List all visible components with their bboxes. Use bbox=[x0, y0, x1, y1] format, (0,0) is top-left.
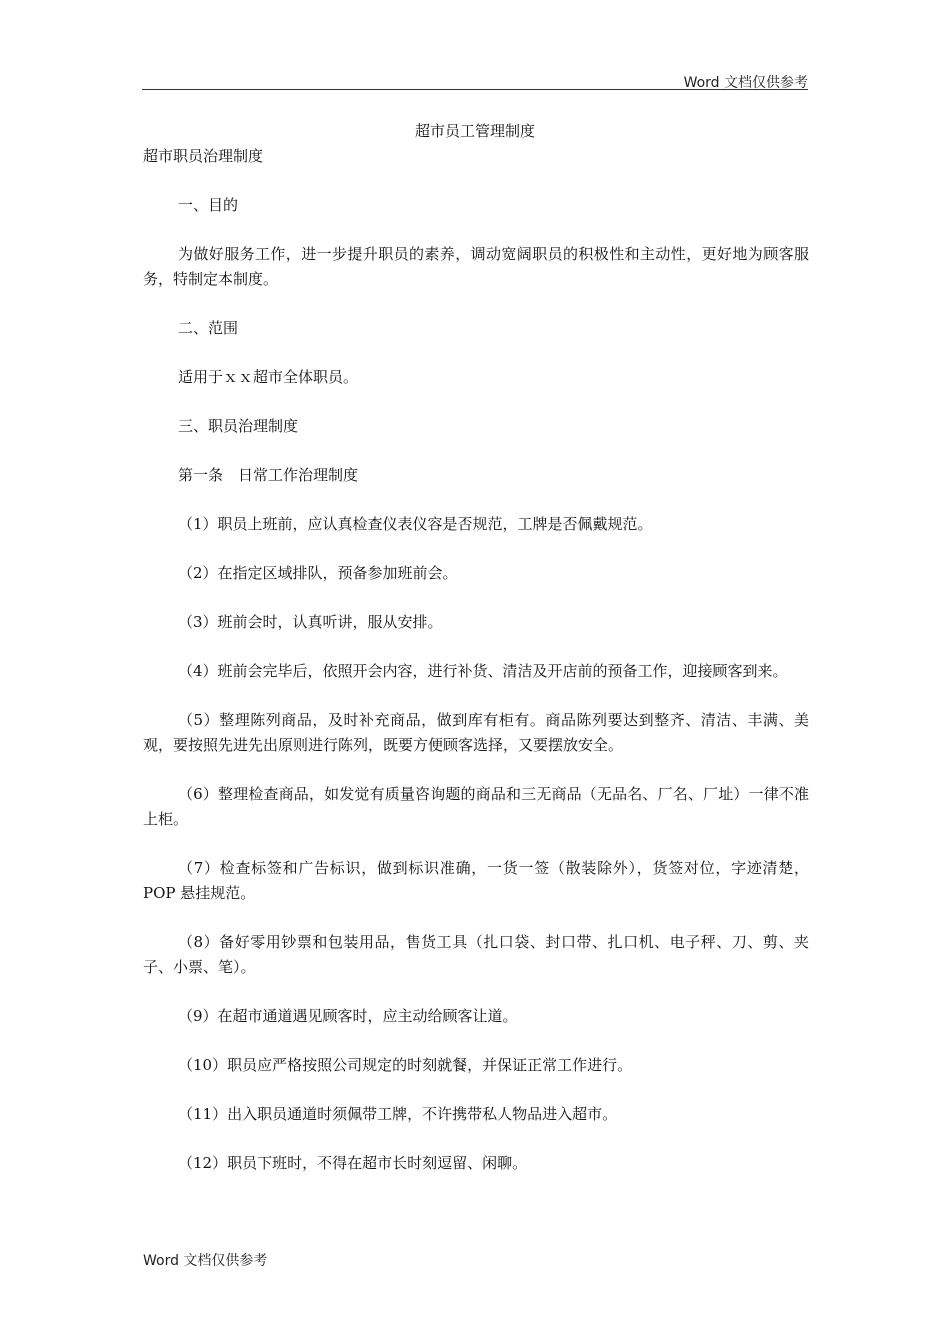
document-subtitle: 超市职员治理制度 bbox=[143, 147, 264, 165]
section-heading-purpose: 一、目的 bbox=[178, 196, 239, 214]
rule-item: （8）备好零用钞票和包装用品，售货工具（扎口袋、封口带、扎口机、电子秤、刀、剪、夹子、小票、笔）。 bbox=[143, 933, 809, 976]
header-divider bbox=[142, 89, 808, 90]
rule-item: （9）在超市通道遇见顾客时，应主动给顾客让道。 bbox=[178, 1007, 518, 1025]
rule-item: （7）检查标签和广告标识，做到标识准确，一货一签（散装除外），货签对位，字迹清楚，POP 悬挂规范。 bbox=[143, 859, 809, 902]
rule-item: （4）班前会完毕后，依照开会内容，进行补货、清洁及开店前的预备工作，迎接顾客到来。 bbox=[178, 662, 788, 680]
article-heading: 第一条 日常工作治理制度 bbox=[178, 466, 359, 484]
rule-item: （6）整理检查商品，如发觉有质量咨询题的商品和三无商品（无品名、厂名、厂址）一律不准上柜。 bbox=[143, 785, 809, 828]
rule-item: （5）整理陈列商品，及时补充商品，做到库有柜有。商品陈列要达到整齐、清洁、丰满、美观，要按照先进先出原则进行陈列，既要方便顾客选择，又要摆放安全。 bbox=[143, 711, 809, 754]
rule-item: （10）职员应严格按照公司规定的时刻就餐，并保证正常工作进行。 bbox=[178, 1056, 633, 1074]
rule-item: （3）班前会时，认真听讲，服从安排。 bbox=[178, 613, 443, 631]
section-heading-rules: 三、职员治理制度 bbox=[178, 417, 299, 435]
rule-item: （1）职员上班前，应认真检查仪表仪容是否规范，工牌是否佩戴规范。 bbox=[178, 515, 653, 533]
section-heading-scope: 二、范围 bbox=[178, 319, 239, 337]
page-footer: Word 文档仅供参考 bbox=[143, 1253, 268, 1269]
rule-item: （11）出入职员通道时须佩带工牌，不许携带私人物品进入超市。 bbox=[178, 1105, 618, 1123]
page-header: Word 文档仅供参考 bbox=[683, 75, 808, 91]
document-title: 超市员工管理制度 bbox=[414, 122, 535, 140]
paragraph-purpose: 为做好服务工作，进一步提升职员的素养，调动宽阔职员的积极性和主动性，更好地为顾客服务，特制定本制度。 bbox=[143, 245, 809, 288]
rule-item: （12）职员下班时，不得在超市长时刻逗留、闲聊。 bbox=[178, 1154, 528, 1172]
document-body bbox=[143, 193, 809, 1200]
rule-item: （2）在指定区域排队，预备参加班前会。 bbox=[178, 564, 458, 582]
paragraph-scope: 适用于ｘｘ超市全体职员。 bbox=[178, 368, 359, 386]
